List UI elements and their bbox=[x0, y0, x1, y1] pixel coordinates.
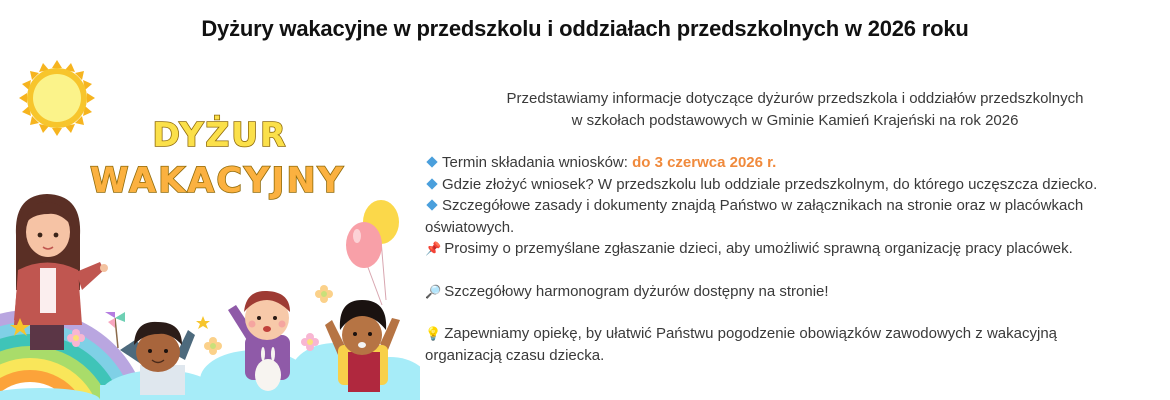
lightbulb-icon: 💡 bbox=[425, 326, 442, 341]
info-text bbox=[425, 88, 1165, 366]
teacher-figure bbox=[10, 194, 108, 350]
list-item-rules: Szczegółowe zasady i dokumenty znajdą Państwo w załącznikach na stronie oraz w placówkach bbox=[425, 195, 1165, 217]
list-item-care-cont: organizacją czasu dziecka. bbox=[425, 346, 605, 364]
list-item-request: 📌 Prosimy o przemyślane zgłaszanie dzieci, aby umożliwić sprawną organizację pracy placówek. bbox=[425, 240, 1073, 257]
list-item-schedule: 🔎 Szczegółowy harmonogram dyżurów dostępny na stronie! bbox=[425, 282, 829, 300]
deadline-highlight: do 3 czerwca 2026 r. bbox=[632, 154, 777, 171]
banner-title-line2: WAKACYJNY bbox=[89, 161, 346, 201]
balloons-icon bbox=[346, 200, 399, 305]
diamond-icon bbox=[426, 156, 437, 167]
page-title: Dyżury wakacyjne w przedszkolu i oddziałach przedszkolnych w 2026 roku bbox=[201, 16, 969, 41]
intro-line-2: w szkołach podstawowych w Gminie Kamień Krajeński na rok 2026 bbox=[571, 111, 1019, 129]
intro-paragraph bbox=[425, 88, 1165, 131]
pushpin-icon: 📌 bbox=[425, 241, 442, 256]
illustration bbox=[0, 55, 420, 400]
list-item-care: 💡 Zapewniamy opiekę, by ułatwić Państwu pogodzenie obowiązków zawodowych z wakacyjną bbox=[425, 325, 1058, 342]
magnifier-icon: 🔎 bbox=[425, 283, 442, 299]
list-item-rules-cont: oświatowych. bbox=[425, 218, 515, 236]
diamond-icon bbox=[426, 178, 437, 189]
banner-title-line1: DYŻUR bbox=[152, 115, 288, 154]
list-item-where: Gdzie złożyć wniosek? W przedszkolu lub oddziale przedszkolnym, do którego uczęszcza dziecko. bbox=[425, 174, 1165, 196]
diamond-icon bbox=[426, 199, 437, 210]
intro-line-1: Przedstawiamy informacje dotyczące dyżurów przedszkola i oddziałów przedszkolnych bbox=[506, 90, 1084, 107]
list-item-deadline: Termin składania wniosków: do 3 czerwca 2026 r. bbox=[425, 152, 1165, 174]
